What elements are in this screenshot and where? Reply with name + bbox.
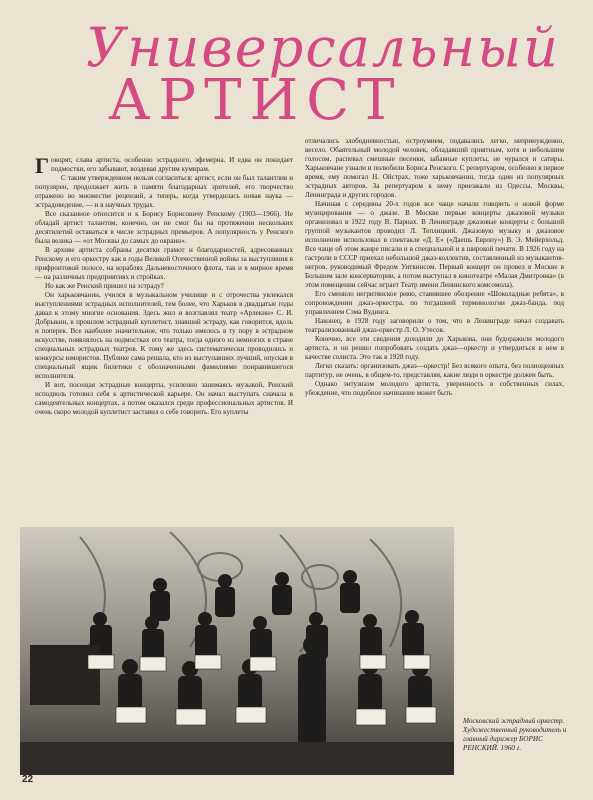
page-number: 22 bbox=[22, 774, 34, 785]
paragraph: Легко сказать: организовать джаз—оркестр! Без всякого опыта, без полноценных партитур, не очень, в общем-то, представляя, какие люди в оркестре должен быть. bbox=[305, 362, 564, 379]
title-line-1: Универсальный bbox=[86, 16, 560, 79]
paragraph: Все сказанное относится и к Борису Борисовичу Ренскому (1903—1966). Не обладай артист талантом, конечно, он не смог бы на протяжении нескольких десятилетий оставаться в числе эстрадных премьеров. А популярность у Ренского была велика — «от Москвы до самых до окраин». bbox=[35, 210, 293, 245]
paragraph: Наконец, в 1928 году заговорили о том, что в Ленинграде начал создавать театрализованный джаз-оркестр Л. О. Утесов. bbox=[305, 317, 564, 334]
drop-cap: Г bbox=[35, 153, 49, 178]
paragraph: Но как же Ренский пришел на эстраду? bbox=[45, 282, 164, 290]
photo-caption: Московский эстрадный оркестр. Художественный руководитель и главный дирижер БОРИС РЕНСКИЙ. 1960 г. bbox=[463, 717, 567, 752]
paragraph: С таким утверждением нельзя согласиться: артист, если он был талантлив и популярен, продолжает жить в памяти благодарных зрителей, его творчество отражено во множестве рецензий, а теперь, когда утвердилась новая наука — эстрадоведение, — и в научных трудах. bbox=[35, 174, 293, 209]
paragraph: Он харьковчанин, учился в музыкальном училище и с отрочества увлекался выступлениями эстрадных исполнителей, тем более, что Харьков в двадцатые годы давал к этому многие основания. Здесь жил и возглавлял театр «Арлекин» С. И. Добрыкин, в прошлом эстрадный куплетист, знавший эстраду, как говорится, вдоль и поперек. Все наиболее значительное, что только имелось в ту пору в эстрадном искусстве, появлялось на подмостках его театра, тогда одного из немногих в стране специальных эстрадных театров. К тому же здесь систематически проводились и конкурсы юмористов. Публике сама решала, кто из выступавших лучший, опуская в специальный ящик билетики с обозначенными фамилиями понравившегося исполнителя. bbox=[35, 291, 293, 380]
paragraph: Однако энтузиазм молодого артиста, уверенность в собственных силах, убеждение, что подобное начинание может быть bbox=[305, 380, 564, 397]
paragraph: И вот, посещая эстрадные концерты, усиленно занимаясь музыкой, Ренский исподволь готовил себя к артистической карьере. Он начал выступать сначала в самодеятельных концертах, а потом оказался среди профессиональных артистов. И очень скоро молодой куплетист заставил о себе говорить. Его куплеты bbox=[35, 381, 293, 416]
text-column-right bbox=[305, 137, 564, 398]
paragraph: Конечно, все эти сведения доходили до Харькова, они будоражили молодого артиста, и он решил попробовать создать джаз—оркестр и утвердиться в нем в качестве солиста. Это так в 1928 году. bbox=[305, 335, 564, 361]
orchestra-photo bbox=[20, 527, 454, 775]
title-line-2: АРТИСТ bbox=[108, 68, 403, 133]
paragraph: оворят, слава артиста, особенно эстрадного, эфемерна. И едва он покидает подмостки, его забывают, воздевая другим кумирам. bbox=[51, 156, 293, 173]
paragraph: Его сменило негритянское ревю, ставившее обозрение «Шоколадные ребята», в сопровождении джаз-оркестра, по тогдашней терминологии джаз-банда, под управлением Сэма Вудинга. bbox=[305, 290, 564, 316]
paragraph: отличались злободневностью, остроумием, подавались легко, непринужденно, весело. Обаятельный молодой человек, обладавший приятным, хотя и небольшим голосом, распевал смешные песенки, забавные куплеты, не чурался и сатиры. Харьковчане узнали и полюбили Бориса Ренского. С репертуаром, особенно в первое время, ему помогал Н. Ойстрах, тоже харьковчанин, тогда один из популярных эстрадных авторов. За репертуаром к нему приезжали из Одессы, Москвы, Ленинграда и других городов. bbox=[305, 137, 564, 199]
paragraph: Начиная с середины 20-х годов все чаще начали говорить о новой форме музицирования — о джазе. В Москве первые концерты джазовой музыки организовал в 1922 году В. Парнах. В Ленинграде джазовые концерты с большой группой музыкантов проводил Л. Теплицкий. Джазовую музыку и джазовое исполнение использовал в спектакле «Д. Е» («Даешь Европу») В. Э. Мейерхольд. Все чаще об этом жанре писали и в специальной и в широкой печати. В 1926 году на гастроли в СССР приехал небольшой джаз-коллектив, составленный из музыкантов-негров, руководимый Фредом Уиткинсом. Первый концерт он провел в Москве в Большом зале консерватории, а потом выступал в кинотеатре «Малая Дмитровка» (в этом помещении сейчас играет Театр имени Ленинского комсомола). bbox=[305, 200, 564, 289]
text-column-left bbox=[35, 153, 293, 417]
paragraph: В архиве артиста собраны десятки грамот и благодарностей, адресованных Ренскому и его оркестру как в годы Великой Отечественной войны за выступления в прифронтовой полосе, на кораблях Дальневосточного флота, так и в мирное время — на различных предприятиях и стройках. bbox=[35, 246, 293, 281]
